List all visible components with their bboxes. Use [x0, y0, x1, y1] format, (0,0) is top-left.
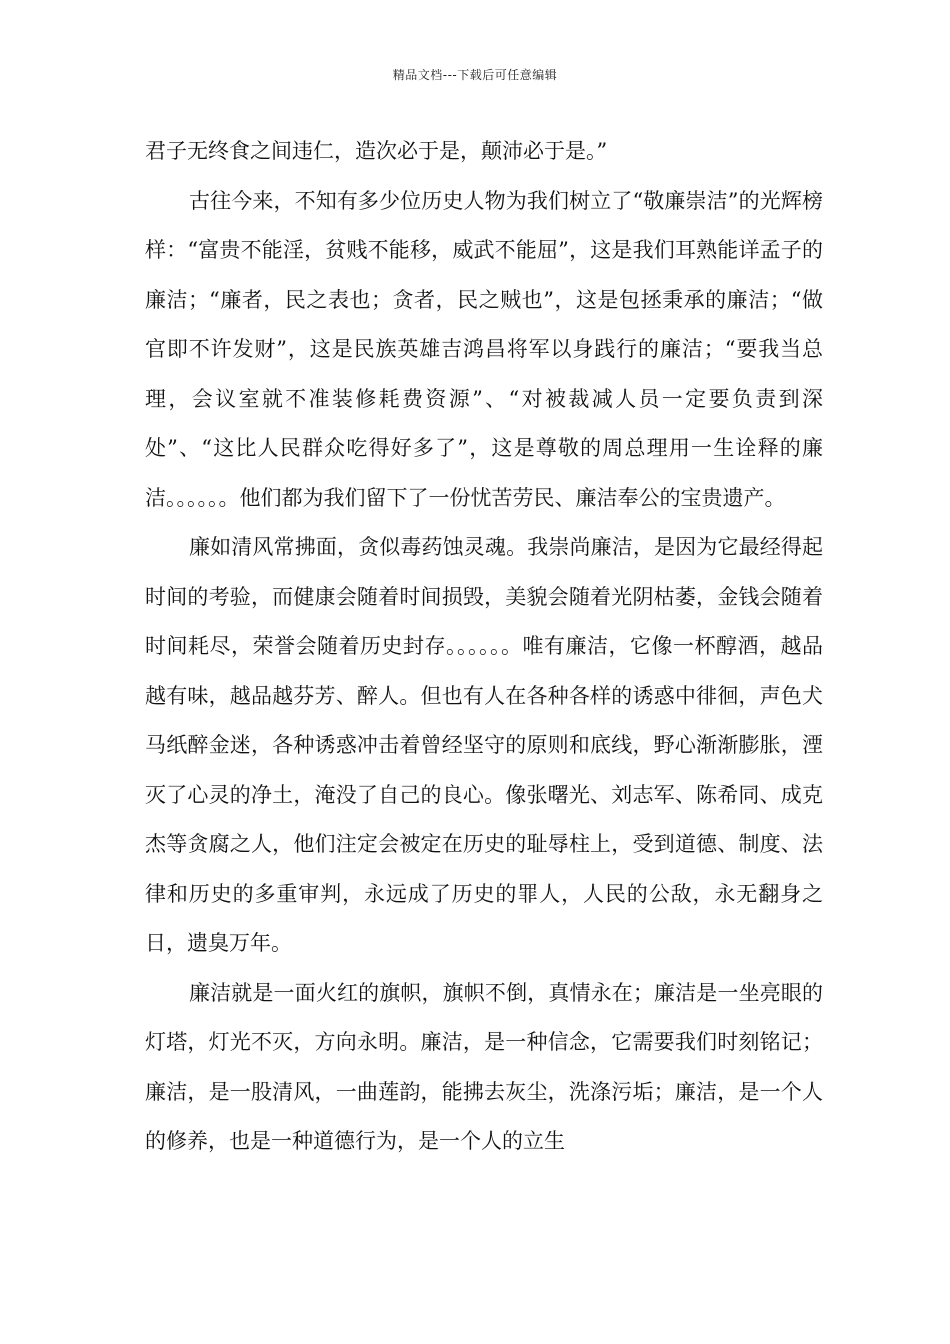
paragraph-2: 古往今来，不知有多少位历史人物为我们树立了“敬廉崇洁”的光辉榜样：“富贵不能淫，贫贱不能移，威武不能屈”，这是我们耳熟能详孟子的廉洁；“廉者，民之表也；贪者，民之贼也”，这是包拯秉承的廉洁；“做官即不许发财”，这是民族英雄吉鸿昌将军以身践行的廉洁；“要我当总理，会议室就不准装修耗费资源”、“对被裁减人员一定要负责到深处”、“这比人民群众吃得好多了”，这是尊敬的周总理用一生诠释的廉洁。。。。。。他们都为我们留下了一份忧苦劳民、廉洁奉公的宝贵遗产。 [145, 188, 823, 510]
paragraph-3: 廉如清风常拂面，贪似毒药蚀灵魂。我崇尚廉洁，是因为它最经得起时间的考验，而健康会随着时间损毁，美貌会随着光阴枯萎，金钱会随着时间耗尽，荣誉会随着历史封存。。。。。。唯有廉洁，它像一杯醇酒，越品越有味，越品越芬芳、醉人。但也有人在各种各样的诱惑中徘徊，声色犬马纸醉金迷，各种诱惑冲击着曾经坚守的原则和底线，野心渐渐膨胀，湮灭了心灵的净土，淹没了自己的良心。像张曙光、刘志军、陈希同、成克杰等贪腐之人，他们注定会被定在历史的耻辱柱上，受到道德、制度、法律和历史的多重审判，永远成了历史的罪人，人民的公敌，永无翻身之日，遗臭万年。 [145, 535, 823, 955]
document-body [145, 127, 823, 1167]
paragraph-4: 廉洁就是一面火红的旗帜，旗帜不倒，真情永在；廉洁是一坐亮眼的灯塔，灯光不灭，方向永明。廉洁，是一种信念，它需要我们时刻铭记；廉洁，是一股清风，一曲莲韵，能拂去灰尘，洗涤污垢；廉洁，是一个人的修养，也是一种道德行为，是一个人的立生 [145, 980, 823, 1153]
page-header: 精品文档---下载后可任意编辑 [392, 68, 558, 82]
paragraph-1: 君子无终食之间违仁，造次必于是，颠沛必于是。” [145, 139, 608, 163]
